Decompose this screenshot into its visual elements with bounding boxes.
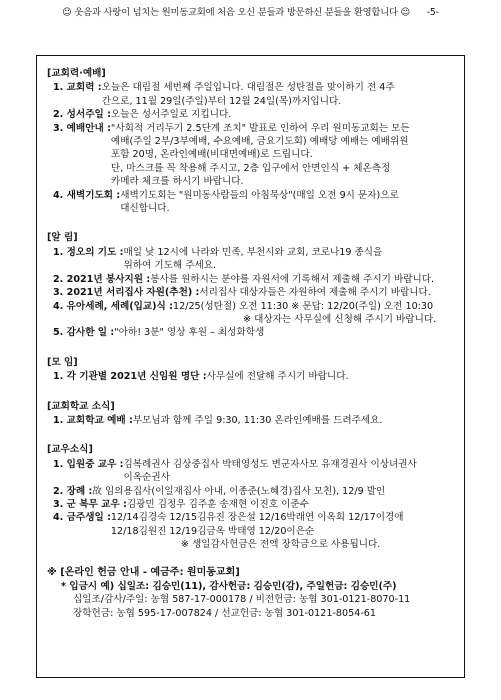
item-line: 서리집사 대상자들은 자원하여 제출해 주시기 바랍니다.	[199, 287, 431, 299]
item-line: 카메라 체크를 하시기 바랍니다.	[110, 176, 244, 188]
item-label: 1. 각 기관별 2021년 신임원 명단 :	[53, 371, 207, 383]
section-meetings	[47, 356, 458, 384]
bulletin-box	[36, 55, 465, 678]
list-item	[47, 81, 458, 108]
item-label: 4. 유아세례, 세례(입교)식 :	[53, 300, 173, 312]
page-header	[0, 6, 501, 19]
list-item	[47, 246, 458, 273]
list-item	[47, 511, 458, 551]
item-line: 이옥순권사	[123, 472, 170, 484]
item-label: 3. 2021년 서리집사 자원(추천) :	[53, 287, 200, 299]
item-label: 2. 2021년 봉사지원 :	[53, 273, 151, 285]
section-title: [교회력·예배]	[47, 68, 106, 79]
item-line: 위하여 기도해 주세요.	[123, 260, 217, 272]
list-item	[47, 108, 458, 121]
item-line: ※ 대상자는 사무실에 신청해 주시기 바랍니다.	[243, 313, 437, 325]
list-item	[47, 273, 458, 286]
item-line: 오늘은 성서주일로 지킵니다.	[110, 109, 232, 121]
item-line: 故 임의용집사(이일재집사 아내, 이종준(노혜경)집사 모친), 12/9 발인	[92, 485, 386, 497]
section-members-news	[47, 443, 458, 551]
item-label: 3. 예배안내 :	[53, 122, 111, 134]
account-line: 십일조/감사/주일: 농협 587-17-000178 / 비전헌금: 농협 301-0121-8070-11	[73, 594, 411, 606]
item-line: 12/14김경숙 12/15김유진 장은설 12/16박래연 이옥희 12/17이경애	[110, 512, 404, 524]
section-title: [교우소식]	[47, 444, 93, 456]
section-title: ※ [온라인 헌금 안내 - 예금주: 원미동교회]	[47, 566, 240, 578]
item-label: 5. 감사한 일 :	[53, 327, 115, 339]
item-label: 1. 입원중 교우 :	[53, 458, 124, 470]
section-title: [교회학교 소식]	[47, 400, 115, 412]
section-title: [모 임]	[47, 356, 78, 368]
list-item	[47, 286, 458, 299]
item-line: 예배(주일 2부/3부예배, 수요예배, 금요기도회) 예배당 예배는 예배위원	[110, 136, 409, 148]
list-item	[47, 485, 458, 498]
section-church-school	[47, 400, 458, 428]
item-label: 1. 교회학교 예배 :	[53, 414, 133, 426]
section-announcements	[47, 231, 458, 339]
section-online-offering	[47, 566, 458, 621]
section-title: [알 림]	[47, 232, 78, 244]
list-item	[47, 414, 458, 427]
item-label: 1. 정오의 기도 :	[53, 246, 124, 258]
item-line: ※ 생일감사헌금은 전액 장학금으로 사용됩니다.	[180, 539, 381, 551]
item-label: 2. 장례 :	[53, 485, 93, 497]
list-item	[47, 300, 458, 327]
item-line: 간으로, 11월 29일(주일)부터 12월 24일(목)까지입니다.	[101, 95, 342, 107]
item-line: 김복례권사 김상중집사 박태영성도 변군자사모 유재경권사 이상녀권사	[123, 458, 417, 470]
list-item	[47, 326, 458, 339]
item-line: 봉사를 원하시는 분야를 자원서에 기록해서 제출해 주시기 바랍니다.	[150, 273, 435, 285]
item-line: 새벽기도회는 "원미동사람들의 아침묵상"(매일 오전 9시 문자)으로	[120, 189, 399, 201]
list-item	[47, 498, 458, 511]
item-line: 단, 마스크를 꼭 착용해 주시고, 2층 입구에서 안면인식 + 체온측정	[110, 162, 391, 174]
item-line: 매일 낮 12시에 나라와 민족, 부천시와 교회, 코로나19 종식을	[123, 246, 383, 258]
item-label: 4. 금주생일 :	[53, 512, 111, 524]
list-item	[47, 458, 458, 485]
deposit-example: * 입금시 예) 십일조: 김승민(11), 감사헌금: 김승민(감), 주일헌금: 김승민(주)	[61, 581, 397, 592]
item-line: 사무실에 전달해 주시기 바랍니다.	[206, 371, 349, 383]
item-line: 포함 20명, 온라인예배(비대면예배)로 드립니다.	[110, 149, 313, 161]
item-line: 12/18김원진 12/19김금옥 박태영 12/20이은순	[110, 525, 315, 537]
item-line: 김광민 김정우 김주훈 송재현 이진호 이준수	[126, 498, 309, 510]
item-label: 1. 교회력 :	[53, 82, 102, 94]
page-number: -5-	[426, 7, 439, 18]
item-line: "사회적 거리두기 2.5단계 조치" 발표로 인하여 우리 원미동교회는 모든	[110, 122, 410, 134]
list-item	[47, 189, 458, 216]
item-label: 4. 새벽기도회 :	[53, 189, 121, 201]
item-line: 오늘은 대림절 세번째 주일입니다. 대림절은 성탄절을 맞이하기 전 4주	[101, 82, 395, 94]
item-line: 부모님과 함께 주일 9:30, 11:30 온라인예배를 드려주세요.	[132, 414, 383, 426]
item-label: 3. 군 복무 교우 :	[53, 498, 127, 510]
welcome-text: ☺ 웃음과 사랑이 넘치는 원미동교회에 처음 오신 분들과 방문하신 분들을 환영합니다 ☺	[62, 7, 411, 18]
item-line: 대신합니다.	[120, 203, 170, 215]
list-item	[47, 370, 458, 383]
account-line: 장학헌금: 농협 595-17-007824 / 선교헌금: 농협 301-0121-8054-61	[73, 607, 377, 619]
bulletin-content	[47, 67, 458, 620]
section-church-calendar	[47, 67, 458, 215]
item-line: "아하! 3분" 영상 후원 – 최성화학생	[114, 327, 265, 339]
item-line: 12/25(성탄절) 오전 11:30 ※ 문답: 12/20(주일) 오전 10:30	[173, 300, 434, 312]
list-item	[47, 122, 458, 189]
item-label: 2. 성서주일 :	[53, 109, 111, 121]
